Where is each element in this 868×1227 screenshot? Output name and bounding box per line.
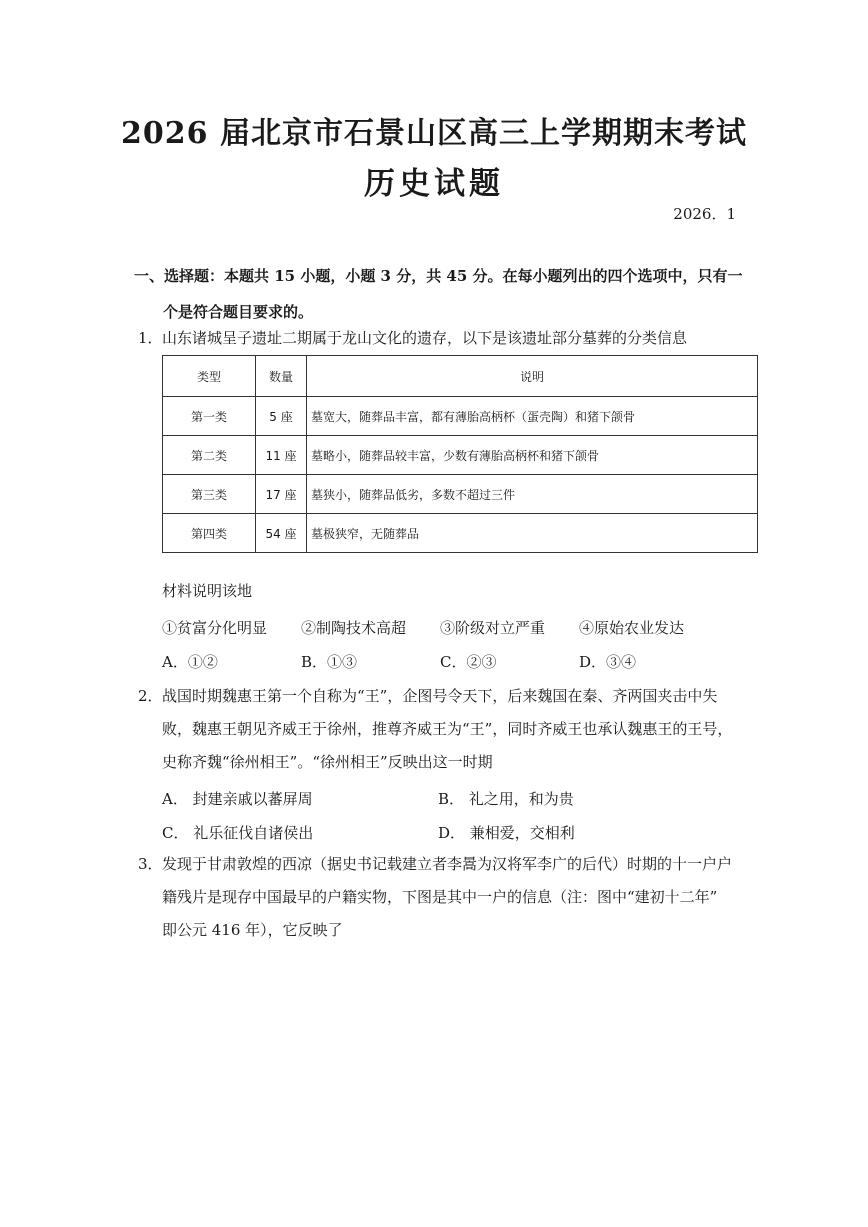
exam-date: 2026．1 <box>673 205 736 223</box>
question-2-options-row1 <box>162 788 714 809</box>
section-heading-line1: 一、选择题：本题共 15 小题，小题 3 分，共 45 分。在每小题列出的四个选项中，只有一 <box>134 267 743 285</box>
statement-item: ②制陶技术高超 <box>301 619 407 637</box>
exam-subject-title: 历史试题 <box>364 166 504 202</box>
question-3-line2: 籍残片是现存中国最早的户籍实物，下图是其中一户的信息（注：图中“建初十二年” <box>162 888 718 906</box>
section-heading-line2: 个是符合题目要求的。 <box>163 303 314 321</box>
option-b[interactable]: B．①③ <box>301 653 358 671</box>
table-cell: 5 座 <box>256 397 307 436</box>
option-b[interactable]: B． 礼之用，和为贵 <box>438 790 574 808</box>
table-row <box>163 514 758 553</box>
question-2-line2: 败，魏惠王朝见齐威王于徐州，推尊齐威王为“王”，同时齐威王也承认魏惠王的王号， <box>162 720 733 738</box>
table-cell: 墓宽大，随葬品丰富，都有薄胎高柄杯（蛋壳陶）和猪下颌骨 <box>307 397 758 436</box>
question-2-line3: 史称齐魏“徐州相王”。“徐州相王”反映出这一时期 <box>162 753 493 771</box>
question-3-line3: 即公元 416 年），它反映了 <box>162 921 343 939</box>
question-3-stem <box>138 848 758 947</box>
table-cell: 墓狭小，随葬品低劣，多数不超过三件 <box>307 475 758 514</box>
option-d[interactable]: D． 兼相爱，交相利 <box>438 824 575 842</box>
question-2-stem <box>138 680 758 779</box>
question-2-line1: 战国时期魏惠王第一个自称为“王”，企图号令天下，后来魏国在秦、齐两国夹击中失 <box>162 687 718 705</box>
table-cell: 第四类 <box>163 514 256 553</box>
question-1-options <box>162 651 718 672</box>
table-row <box>163 397 758 436</box>
burial-classification-table <box>162 355 758 553</box>
statement-item: ④原始农业发达 <box>579 619 685 637</box>
question-2-options-row2 <box>162 822 714 843</box>
table-row <box>163 436 758 475</box>
option-a[interactable]: A． 封建亲戚以蕃屏周 <box>162 790 313 808</box>
question-2-number: 2． <box>138 687 163 705</box>
section-heading <box>134 258 744 330</box>
option-c[interactable]: C．②③ <box>440 653 497 671</box>
table-header-cell: 类型 <box>163 356 256 397</box>
table-header-cell: 说明 <box>307 356 758 397</box>
table-cell: 54 座 <box>256 514 307 553</box>
table-cell: 第二类 <box>163 436 256 475</box>
table-header-cell: 数量 <box>256 356 307 397</box>
question-1-stem <box>138 322 687 355</box>
statement-item: ①贫富分化明显 <box>162 619 268 637</box>
option-c[interactable]: C． 礼乐征伐自诸侯出 <box>162 824 314 842</box>
question-1-lead: 材料说明该地 <box>162 582 253 600</box>
statement-item: ③阶级对立严重 <box>440 619 546 637</box>
table-row <box>163 475 758 514</box>
question-1-text: 山东诸城呈子遗址二期属于龙山文化的遗存，以下是该遗址部分墓葬的分类信息 <box>162 329 688 347</box>
table-cell: 第三类 <box>163 475 256 514</box>
option-a[interactable]: A．①② <box>162 653 218 671</box>
question-1-statements <box>162 617 718 638</box>
table-cell: 墓略小，随葬品较丰富，少数有薄胎高柄杯和猪下颌骨 <box>307 436 758 475</box>
question-3-number: 3． <box>138 855 163 873</box>
question-1-number: 1． <box>138 329 163 347</box>
table-cell: 第一类 <box>163 397 256 436</box>
question-3-line1: 发现于甘肃敦煌的西凉（据史书记载建立者李暠为汉将军李广的后代）时期的十一户户 <box>162 855 733 873</box>
table-cell: 17 座 <box>256 475 307 514</box>
table-cell: 墓极狭窄，无随葬品 <box>307 514 758 553</box>
option-d[interactable]: D．③④ <box>579 653 637 671</box>
exam-title: 2026 届北京市石景山区高三上学期期末考试 <box>121 116 747 151</box>
table-header-row <box>163 356 758 397</box>
table-cell: 11 座 <box>256 436 307 475</box>
